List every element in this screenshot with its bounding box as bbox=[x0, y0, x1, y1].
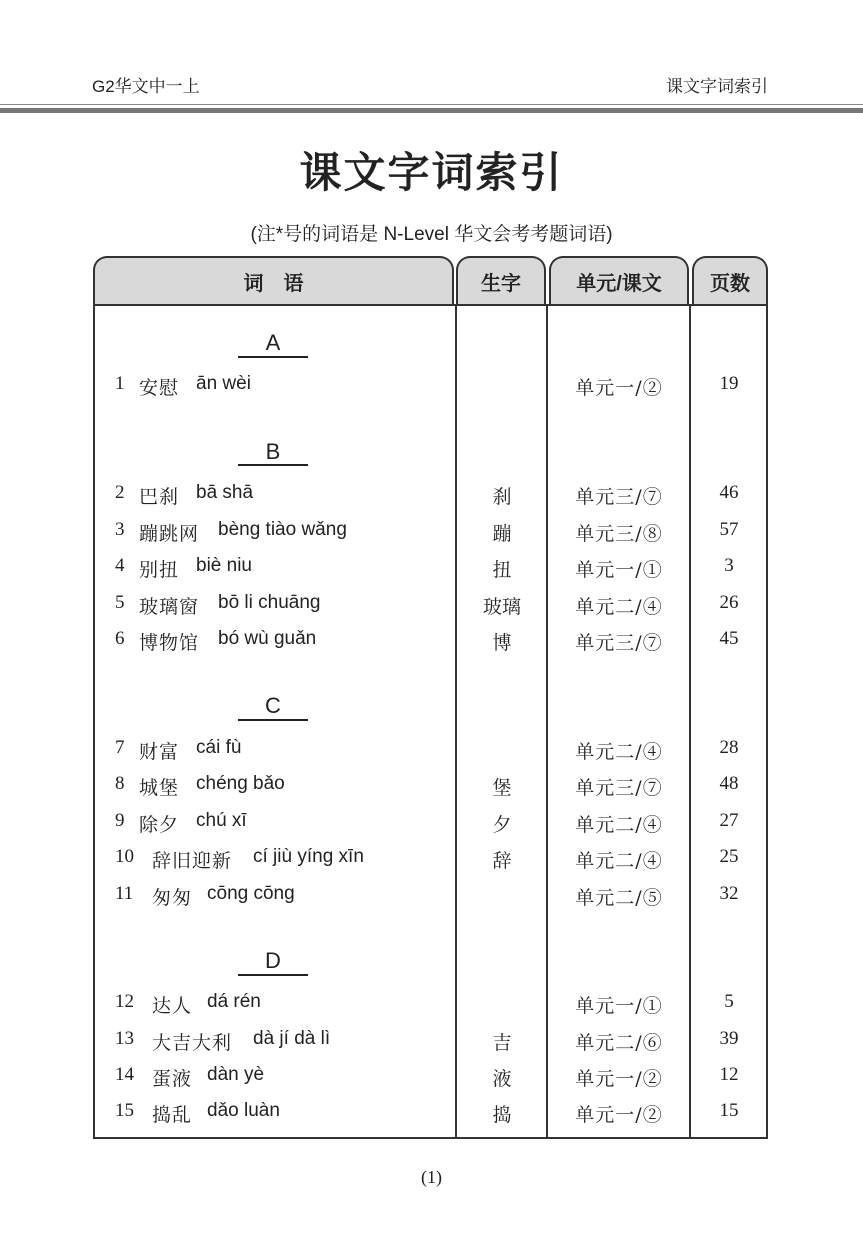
entry-word: 城堡 bbox=[139, 777, 180, 799]
column-header-char: 生字 bbox=[456, 256, 546, 304]
entry-page: 48 bbox=[719, 773, 739, 794]
entry-unit: 单元二/⑥ bbox=[575, 1032, 663, 1054]
entry-number: 4 bbox=[115, 555, 125, 576]
section-letter-a: A bbox=[265, 330, 281, 355]
entry-pinyin: ān wèi bbox=[196, 373, 251, 394]
entry-word: 博物馆 bbox=[139, 632, 200, 654]
entry-page: 32 bbox=[719, 883, 739, 904]
entry-number: 1 bbox=[115, 373, 125, 394]
entry-unit: 单元三/⑦ bbox=[575, 632, 663, 654]
page-subtitle: (注*号的词语是 N-Level 华文会考考题词语) bbox=[250, 224, 613, 245]
entry-char: 液 bbox=[492, 1068, 512, 1090]
table-header bbox=[93, 256, 768, 306]
entry-pinyin: dá rén bbox=[207, 991, 261, 1012]
entry-unit: 单元一/② bbox=[575, 1068, 663, 1090]
entry-number: 9 bbox=[115, 810, 125, 831]
entry-word: 捣乱 bbox=[152, 1104, 193, 1126]
section-letter-d: D bbox=[265, 948, 281, 973]
entry-pinyin: chú xī bbox=[196, 810, 247, 831]
entry-unit: 单元二/⑤ bbox=[575, 887, 663, 909]
entry-number: 13 bbox=[115, 1028, 134, 1049]
entry-word: 辞旧迎新 bbox=[152, 850, 233, 872]
entry-word: 玻璃窗 bbox=[139, 596, 200, 618]
entry-word: 巴刹 bbox=[139, 486, 180, 508]
entry-unit: 单元二/④ bbox=[575, 814, 663, 836]
entry-number: 5 bbox=[115, 592, 125, 613]
table-row bbox=[0, 1064, 863, 1094]
page-title: 课文字词索引 bbox=[299, 149, 564, 196]
column-header-word: 词 语 bbox=[93, 256, 454, 304]
header-rule-thick bbox=[0, 108, 863, 113]
entry-number: 15 bbox=[115, 1100, 134, 1121]
table-row bbox=[0, 1100, 863, 1130]
entry-number: 6 bbox=[115, 628, 125, 649]
entry-word: 除夕 bbox=[139, 814, 180, 836]
entry-page: 39 bbox=[719, 1028, 739, 1049]
table-row bbox=[0, 482, 863, 512]
entry-page: 19 bbox=[719, 373, 739, 394]
entry-number: 12 bbox=[115, 991, 134, 1012]
entry-unit: 单元一/② bbox=[575, 377, 663, 399]
entry-char: 夕 bbox=[492, 814, 512, 836]
entry-char: 博 bbox=[492, 632, 512, 654]
entry-word: 蹦跳网 bbox=[139, 523, 200, 545]
entry-char: 辞 bbox=[492, 850, 512, 872]
entry-page: 15 bbox=[719, 1100, 739, 1121]
entry-char: 吉 bbox=[492, 1032, 512, 1054]
entry-page: 45 bbox=[719, 628, 739, 649]
entry-pinyin: chéng bǎo bbox=[196, 773, 285, 794]
entry-pinyin: bō li chuāng bbox=[218, 592, 321, 613]
entry-char: 蹦 bbox=[492, 523, 512, 545]
page-number: (1) bbox=[421, 1167, 442, 1187]
section-underline bbox=[238, 356, 308, 358]
table-row bbox=[0, 555, 863, 585]
running-header bbox=[0, 72, 863, 96]
entry-number: 3 bbox=[115, 519, 125, 540]
entry-word: 匆匆 bbox=[152, 887, 193, 909]
table-row bbox=[0, 1028, 863, 1058]
entry-word: 安慰 bbox=[139, 377, 180, 399]
entry-page: 5 bbox=[724, 991, 734, 1012]
entry-page: 3 bbox=[724, 555, 734, 576]
entry-unit: 单元二/④ bbox=[575, 850, 663, 872]
entry-pinyin: dà jí dà lì bbox=[253, 1028, 331, 1049]
entry-word: 财富 bbox=[139, 741, 180, 763]
entry-word: 大吉大利 bbox=[152, 1032, 233, 1054]
column-header-page: 页数 bbox=[692, 256, 768, 304]
table-row bbox=[0, 846, 863, 876]
entry-unit: 单元一/① bbox=[575, 559, 663, 581]
entry-number: 7 bbox=[115, 737, 125, 758]
entry-unit: 单元三/⑦ bbox=[575, 777, 663, 799]
table-row bbox=[0, 592, 863, 622]
entry-page: 46 bbox=[719, 482, 739, 503]
section-underline bbox=[238, 974, 308, 976]
entry-char: 扭 bbox=[492, 559, 512, 581]
entry-pinyin: bā shā bbox=[196, 482, 254, 503]
entry-char: 玻璃 bbox=[482, 596, 521, 618]
section-underline bbox=[238, 464, 308, 466]
entry-pinyin: bèng tiào wǎng bbox=[218, 519, 347, 540]
table-row bbox=[0, 991, 863, 1021]
entry-number: 14 bbox=[115, 1064, 134, 1085]
entry-number: 10 bbox=[115, 846, 134, 867]
entry-word: 达人 bbox=[152, 995, 193, 1017]
section-label: 课文字词索引 bbox=[666, 77, 768, 96]
entry-page: 28 bbox=[719, 737, 739, 758]
entry-unit: 单元一/① bbox=[575, 995, 663, 1017]
section-underline bbox=[238, 719, 308, 721]
entry-page: 26 bbox=[719, 592, 739, 613]
column-header-unit: 单元/课文 bbox=[549, 256, 689, 304]
entry-pinyin: biè niu bbox=[196, 555, 252, 576]
entry-page: 57 bbox=[719, 519, 739, 540]
book-label: G2华文中一上 bbox=[92, 77, 200, 96]
table-row bbox=[0, 628, 863, 658]
table-row bbox=[0, 373, 863, 403]
entry-char: 堡 bbox=[492, 777, 512, 799]
section-letter-b: B bbox=[265, 439, 281, 464]
table-row bbox=[0, 883, 863, 913]
section-letter-c: C bbox=[265, 693, 281, 718]
header-rule-thin bbox=[0, 104, 863, 105]
entry-unit: 单元三/⑦ bbox=[575, 486, 663, 508]
entry-number: 11 bbox=[115, 883, 134, 904]
entry-pinyin: cí jiù yíng xīn bbox=[253, 846, 364, 867]
entry-pinyin: cōng cōng bbox=[207, 883, 295, 904]
entry-unit: 单元三/⑧ bbox=[575, 523, 663, 545]
entry-unit: 单元二/④ bbox=[575, 741, 663, 763]
entry-page: 27 bbox=[719, 810, 739, 831]
entry-number: 8 bbox=[115, 773, 125, 794]
table-row bbox=[0, 773, 863, 803]
entry-page: 25 bbox=[719, 846, 739, 867]
entry-word: 蛋液 bbox=[152, 1068, 193, 1090]
entry-pinyin: cái fù bbox=[196, 737, 242, 758]
entry-number: 2 bbox=[115, 482, 125, 503]
entry-word: 别扭 bbox=[139, 559, 180, 581]
entry-pinyin: dàn yè bbox=[207, 1064, 265, 1085]
entry-unit: 单元二/④ bbox=[575, 596, 663, 618]
entry-pinyin: dǎo luàn bbox=[207, 1100, 280, 1121]
entry-unit: 单元一/② bbox=[575, 1104, 663, 1126]
entry-char: 刹 bbox=[492, 486, 512, 508]
table-row bbox=[0, 810, 863, 840]
entry-page: 12 bbox=[719, 1064, 739, 1085]
entry-char: 捣 bbox=[492, 1104, 512, 1126]
entry-pinyin: bó wù guǎn bbox=[218, 628, 317, 649]
table-row bbox=[0, 519, 863, 549]
table-row bbox=[0, 737, 863, 767]
